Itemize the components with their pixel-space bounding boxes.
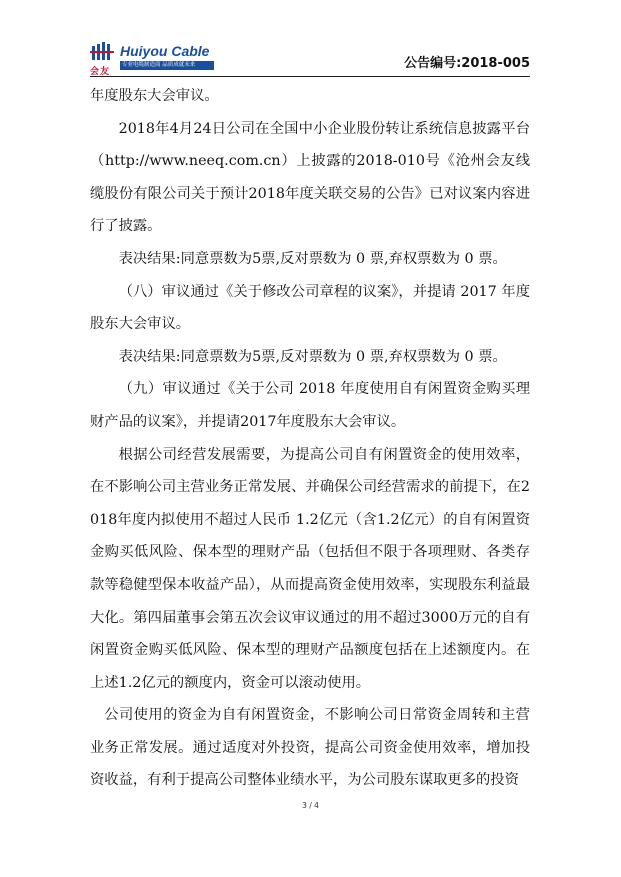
announcement-number: 公告编号:2018-005 <box>404 56 530 71</box>
document-body <box>90 80 530 797</box>
paragraph-rationale: 根据公司经营发展需要，为提高公司自有闲置资金的使用效率，在不影响公司主营业务正常发展、并确保公司经营需求的前提下，在2018年度内拟使用不超过人民币 1.2亿元（含1.2亿元）的自有闲置资金购买低风险、保本型的理财产品（包括但不限于各项理财、各类存款等稳健型保本收益产品），从而提高资金使用效率，实现股东利益最大化。第四届董事会第五次会议审议通过的用不超过3000万元的自有闲置资金购买低风险、保本型的理财产品额度包括在上述额度内。在上述1.2亿元的额度内，资金可以滚动使用。 <box>90 446 530 691</box>
paragraph-continuation: 年度股东大会审议。 <box>90 88 219 104</box>
company-logo <box>90 40 230 77</box>
paragraph-vote-result: 表决结果:同意票数为5票,反对票数为 0 票,弃权票数为 0 票。 <box>118 250 507 267</box>
page-number: 3 / 4 <box>302 801 319 810</box>
header-divider <box>90 76 530 77</box>
logo-english-name: Huiyou Cable <box>120 43 210 59</box>
paragraph-vote-result: 表决结果:同意票数为5票,反对票数为 0 票,弃权票数为 0 票。 <box>118 348 507 365</box>
logo-tagline: 专业电缆制造商 品质成就未来 <box>120 61 214 70</box>
paragraph-motion-8: （八）审议通过《关于修改公司章程的议案》，并提请 2017 年度股东大会审议。 <box>90 283 530 333</box>
paragraph-disclosure: 2018年4月24日公司在全国中小企业股份转让系统信息披露平台（http://www.neeq.com.cn）上披露的2018-010号《沧州会友线缆股份有限公司关于预计2018年度关联交易的公告》已对议案内容进行了披露。 <box>90 120 530 235</box>
logo-chinese-name: 会友 <box>90 67 111 77</box>
logo-mark-icon <box>90 42 116 64</box>
paragraph-motion-9: （九）审议通过《关于公司 2018 年度使用自有闲置资金购买理财产品的议案》，并提请2017年度股东大会审议。 <box>90 381 530 430</box>
paragraph-impact: 公司使用的资金为自有闲置资金，不影响公司日常资金周转和主营业务正常发展。通过适度对外投资，提高公司资金使用效率，增加投资收益，有利于提高公司整体业绩水平，为公司股东谋取更多的投资 <box>90 707 530 789</box>
page-header <box>90 36 530 76</box>
